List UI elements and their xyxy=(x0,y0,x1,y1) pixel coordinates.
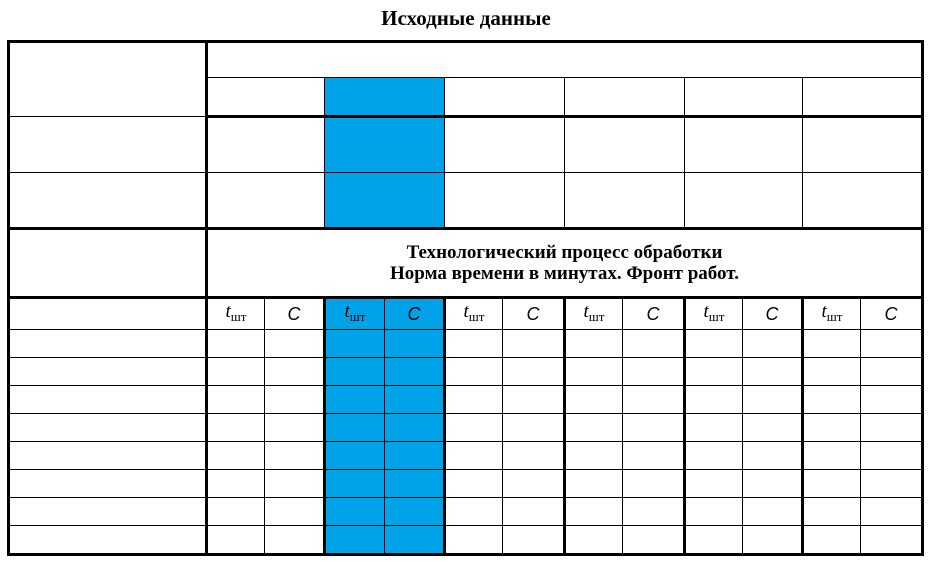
time-value xyxy=(325,498,385,526)
operation-number xyxy=(9,358,207,386)
time-value xyxy=(685,358,743,386)
time-value xyxy=(207,526,265,555)
t-symbol: t xyxy=(463,301,469,322)
col-t-heading xyxy=(207,298,265,330)
operation-number xyxy=(9,526,207,555)
time-value xyxy=(803,526,861,555)
time-value xyxy=(565,330,623,358)
variant-number xyxy=(565,78,685,117)
front-value xyxy=(265,330,325,358)
col-c-heading xyxy=(385,298,445,330)
empty-cell xyxy=(9,229,207,298)
time-value xyxy=(325,330,385,358)
operation-number xyxy=(9,414,207,442)
time-value xyxy=(803,386,861,414)
front-value xyxy=(265,442,325,470)
t-symbol: t xyxy=(821,301,827,322)
front-value xyxy=(623,330,685,358)
operation-number xyxy=(9,330,207,358)
variant-number xyxy=(685,78,803,117)
front-value xyxy=(503,414,565,442)
batch-size-label xyxy=(9,42,207,117)
time-value xyxy=(445,498,503,526)
time-value xyxy=(565,386,623,414)
time-value xyxy=(685,498,743,526)
front-value xyxy=(861,498,923,526)
front-value xyxy=(503,498,565,526)
time-value xyxy=(803,414,861,442)
variant-number xyxy=(325,78,445,117)
col-c-heading xyxy=(623,298,685,330)
col-t-heading xyxy=(803,298,861,330)
front-value xyxy=(861,386,923,414)
process-title-line1: Технологический процесс обработки xyxy=(406,242,723,263)
batch-value xyxy=(685,117,803,173)
front-value xyxy=(743,498,803,526)
col-c-heading xyxy=(743,298,803,330)
front-value xyxy=(743,386,803,414)
t-subscript: шт xyxy=(588,309,605,324)
t-subscript: шт xyxy=(468,309,485,324)
time-value xyxy=(685,470,743,498)
variant-number xyxy=(803,78,923,117)
batch-value xyxy=(325,117,445,173)
front-value xyxy=(623,498,685,526)
front-value xyxy=(265,358,325,386)
time-value xyxy=(803,330,861,358)
front-value xyxy=(385,526,445,555)
time-value xyxy=(445,414,503,442)
front-value xyxy=(385,498,445,526)
time-value xyxy=(207,498,265,526)
process-title-line2: Норма времени в минутах. Фронт работ. xyxy=(390,263,739,284)
front-value xyxy=(623,386,685,414)
t-subscript: шт xyxy=(230,309,247,324)
col-t-heading xyxy=(685,298,743,330)
time-value xyxy=(445,358,503,386)
col-t-heading xyxy=(445,298,503,330)
col-t-heading xyxy=(565,298,623,330)
front-value xyxy=(503,358,565,386)
time-value xyxy=(325,442,385,470)
front-value xyxy=(385,358,445,386)
operation-number xyxy=(9,386,207,414)
front-value xyxy=(503,526,565,555)
variant-number xyxy=(445,78,565,117)
time-value xyxy=(565,498,623,526)
front-value xyxy=(861,442,923,470)
front-value xyxy=(743,414,803,442)
col-c-heading xyxy=(503,298,565,330)
time-value xyxy=(565,470,623,498)
c-symbol: C xyxy=(765,303,779,324)
batch-value xyxy=(565,173,685,229)
front-value xyxy=(623,414,685,442)
operation-number xyxy=(9,470,207,498)
front-value xyxy=(503,386,565,414)
col-t-heading xyxy=(325,298,385,330)
front-value xyxy=(743,526,803,555)
time-value xyxy=(207,330,265,358)
t-subscript: шт xyxy=(708,309,725,324)
time-value xyxy=(207,358,265,386)
time-value xyxy=(207,470,265,498)
front-value xyxy=(265,498,325,526)
front-value xyxy=(743,358,803,386)
time-value xyxy=(445,526,503,555)
time-value xyxy=(325,470,385,498)
front-value xyxy=(503,330,565,358)
batch-value xyxy=(685,173,803,229)
input-data-table xyxy=(7,40,924,556)
c-symbol: C xyxy=(646,303,660,324)
time-value xyxy=(565,442,623,470)
front-value xyxy=(743,442,803,470)
time-value xyxy=(325,386,385,414)
front-value xyxy=(623,470,685,498)
front-value xyxy=(385,442,445,470)
batch-value xyxy=(803,117,923,173)
batch-value xyxy=(565,117,685,173)
front-value xyxy=(265,526,325,555)
col-c-heading xyxy=(265,298,325,330)
process-title xyxy=(207,229,923,298)
front-value xyxy=(861,414,923,442)
time-value xyxy=(445,386,503,414)
time-value xyxy=(325,358,385,386)
front-value xyxy=(265,414,325,442)
t-subscript: шт xyxy=(349,309,366,324)
front-value xyxy=(743,470,803,498)
time-value xyxy=(685,442,743,470)
front-value xyxy=(385,470,445,498)
front-value xyxy=(265,386,325,414)
time-value xyxy=(325,526,385,555)
front-value xyxy=(265,470,325,498)
time-value xyxy=(803,498,861,526)
front-value xyxy=(503,442,565,470)
time-value xyxy=(445,470,503,498)
time-value xyxy=(803,358,861,386)
front-value xyxy=(623,526,685,555)
time-value xyxy=(685,330,743,358)
c-symbol: C xyxy=(287,303,301,324)
batch-type-label xyxy=(9,173,207,229)
front-value xyxy=(385,414,445,442)
time-value xyxy=(685,526,743,555)
operations-label xyxy=(9,298,207,330)
front-value xyxy=(385,330,445,358)
time-value xyxy=(207,386,265,414)
batch-value xyxy=(445,173,565,229)
time-value xyxy=(207,414,265,442)
time-value xyxy=(685,386,743,414)
t-symbol: t xyxy=(583,301,589,322)
page-title: Исходные данные xyxy=(381,6,551,30)
front-value xyxy=(861,330,923,358)
time-value xyxy=(803,470,861,498)
col-c-heading xyxy=(861,298,923,330)
t-subscript: шт xyxy=(826,309,843,324)
time-value xyxy=(565,414,623,442)
batch-value xyxy=(803,173,923,229)
c-symbol: C xyxy=(884,303,898,324)
t-symbol: t xyxy=(703,301,709,322)
front-value xyxy=(861,470,923,498)
time-value xyxy=(685,414,743,442)
c-symbol: C xyxy=(526,303,540,324)
variants-heading xyxy=(207,42,923,78)
front-value xyxy=(861,526,923,555)
front-value xyxy=(623,358,685,386)
time-value xyxy=(565,526,623,555)
t-symbol: t xyxy=(344,301,350,322)
time-value xyxy=(565,358,623,386)
batch-value xyxy=(207,117,325,173)
front-value xyxy=(623,442,685,470)
front-value xyxy=(861,358,923,386)
batch-value xyxy=(207,173,325,229)
t-symbol: t xyxy=(225,301,231,322)
operation-number xyxy=(9,442,207,470)
batch-value xyxy=(325,173,445,229)
front-value xyxy=(743,330,803,358)
batch-value xyxy=(445,117,565,173)
time-value xyxy=(445,442,503,470)
front-value xyxy=(503,470,565,498)
variant-number xyxy=(207,78,325,117)
time-value xyxy=(445,330,503,358)
front-value xyxy=(385,386,445,414)
time-value xyxy=(325,414,385,442)
time-value xyxy=(207,442,265,470)
c-symbol: C xyxy=(407,303,421,324)
batch-type-label xyxy=(9,117,207,173)
time-value xyxy=(803,442,861,470)
operation-number xyxy=(9,498,207,526)
